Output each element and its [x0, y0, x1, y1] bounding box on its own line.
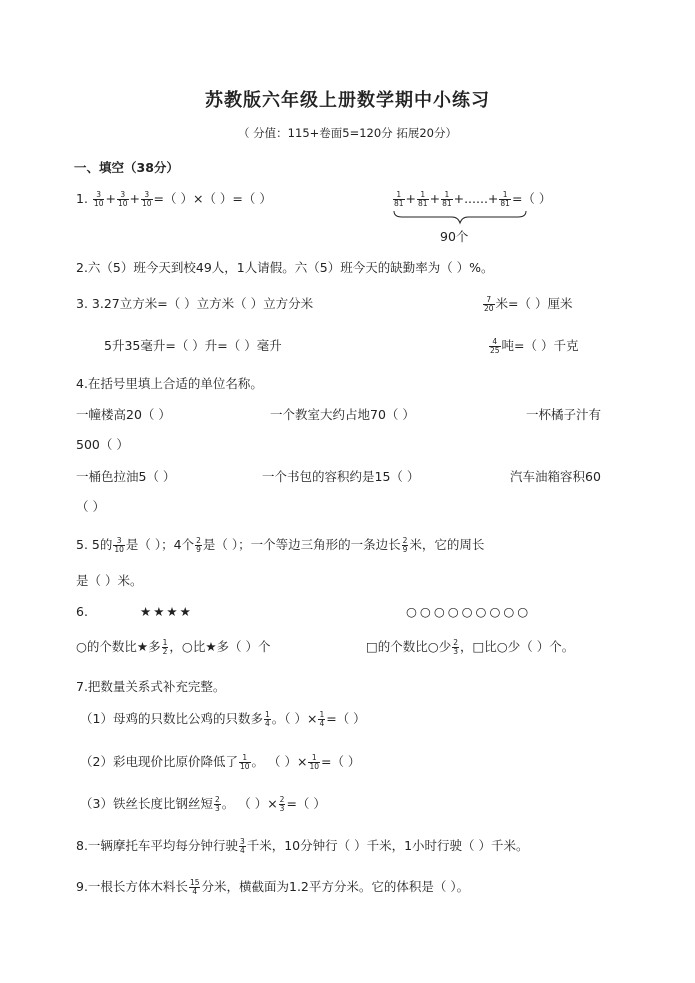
- question-9: 9.一根长方体木料长 $\frac{15}{4}$ 分米，横截面为1.2平方分米。它的体积是（ ）。: [76, 878, 470, 896]
- fraction: $\frac{1}{81}$: [442, 190, 452, 208]
- fraction: $\frac{1}{81}$: [500, 190, 510, 208]
- question-number: 1.: [76, 191, 88, 206]
- fraction: $\frac{4}{25}$: [490, 337, 500, 355]
- question-4-item: 一杯橘子汁有: [526, 407, 602, 422]
- underbrace: [392, 209, 528, 225]
- fraction: $\frac{2}{3}$: [279, 795, 285, 813]
- fraction: $\frac{1}{81}$: [418, 190, 428, 208]
- fraction: $\frac{3}{4}$: [239, 837, 245, 855]
- fraction: $\frac{2}{9}$: [402, 536, 408, 554]
- question-7-head: 7.把数量关系式补充完整。: [76, 679, 226, 694]
- score-info: （ 分值：115+卷面5=120分 拓展20分）: [238, 126, 457, 140]
- fraction: $\frac{1}{81}$: [394, 190, 404, 208]
- question-4-item: 一个教室大约占地70（ ）: [270, 407, 415, 422]
- page-title: 苏教版六年级上册数学期中小练习: [205, 90, 490, 111]
- question-7-row-1: （1）母鸡的只数比公鸡的只数多 $\frac{1}{4}$ 。（ ）× $\frac{1}{4}$ =（ ）: [80, 710, 366, 728]
- fraction: $\frac{1}{10}$: [239, 753, 250, 771]
- question-4-item: 一幢楼高20（ ）: [76, 407, 171, 422]
- brace-label: 90个: [440, 229, 469, 244]
- question-5-line-2: 是（ ）米。: [76, 573, 143, 588]
- fraction: $\frac{3}{10}$: [114, 536, 124, 554]
- question-7-row-3: （3）铁丝长度比钢丝短 $\frac{2}{3}$ 。 （ ）× $\frac{2}{3}$ =（ ）: [80, 795, 326, 813]
- fraction: $\frac{1}{4}$: [319, 710, 325, 728]
- question-7-row-2: （2）彩电现价比原价降低了 $\frac{1}{10}$ 。 （ ）× $\frac{1}{10}$ =（ ）: [80, 753, 361, 771]
- question-5: 5. 5的 $\frac{3}{10}$ 是（ ）；4个 $\frac{2}{9}$ 是（ ）；一个等边三角形的一条边长 $\frac{2}{9}$ 米，它的周长: [76, 536, 485, 554]
- answer-blanks: =（ ）×（ ）=（ ）: [153, 191, 272, 206]
- fraction: $\frac{7}{20}$: [484, 295, 494, 313]
- fraction: $\frac{2}{3}$: [214, 795, 220, 813]
- question-2: 2.六（5）班今天到校49人，1人请假。六（5）班今天的缺勤率为（ ）%。: [76, 260, 494, 275]
- question-4-item: 汽车油箱容积60: [510, 469, 601, 484]
- fraction: $\frac{3}{10}$: [93, 190, 104, 208]
- fraction: $\frac{1}{2}$: [162, 638, 168, 656]
- fraction: $\frac{3}{10}$: [117, 190, 128, 208]
- fraction: $\frac{2}{3}$: [453, 638, 458, 656]
- section-heading-fill-blank: 一、填空（38分）: [74, 160, 179, 175]
- question-3-line-b: $\frac{7}{20}$ 米=（ ）厘米: [484, 295, 573, 313]
- question-4-head: 4.在括号里填上合适的单位名称。: [76, 376, 263, 391]
- fraction: $\frac{1}{10}$: [309, 753, 319, 771]
- circle-icons: ○○○○○○○○○: [406, 604, 532, 619]
- question-4-item: （ ）: [76, 499, 105, 514]
- question-8: 8.一辆摩托车平均每分钟行驶 $\frac{3}{4}$ 千米，10分钟行（ ）千米，1小时行驶（ ）千米。: [76, 837, 529, 855]
- question-6-part-a: ○的个数比★多 $\frac{1}{2}$ ，○比★多（ ）个: [76, 638, 271, 656]
- fraction: $\frac{2}{9}$: [196, 536, 201, 554]
- question-4-item: 500（ ）: [76, 437, 129, 452]
- star-icons: ★★★★: [140, 604, 193, 619]
- question-3-line-c: 5升35毫升=（ ）升=（ ）毫升: [104, 338, 282, 353]
- fraction: $\frac{3}{10}$: [141, 190, 152, 208]
- question-1: 1. $\frac{3}{10}$ + $\frac{3}{10}$ + $\frac{3}{10}$ =（ ）×（ ）=（ ）: [76, 190, 272, 208]
- question-4-item: 一个书包的容积约是15（ ）: [262, 469, 420, 484]
- question-6-part-b: □的个数比○少 $\frac{2}{3}$ ，□比○少（ ）个。: [366, 638, 575, 656]
- question-1-part-2: $\frac{1}{81}$ + $\frac{1}{81}$ + $\frac{1}{81}$ +......+ $\frac{1}{81}$ =（ ）: [394, 190, 552, 208]
- question-4-item: 一桶色拉油5（ ）: [76, 469, 176, 484]
- question-6-number: 6.: [76, 604, 88, 619]
- fraction: $\frac{1}{4}$: [264, 710, 270, 728]
- fraction: $\frac{15}{4}$: [189, 878, 200, 896]
- question-3-line-a: 3. 3.27立方米=（ ）立方米（ ）立方分米: [76, 296, 314, 311]
- question-3-line-d: $\frac{4}{25}$ 吨=（ ）千克: [490, 337, 579, 355]
